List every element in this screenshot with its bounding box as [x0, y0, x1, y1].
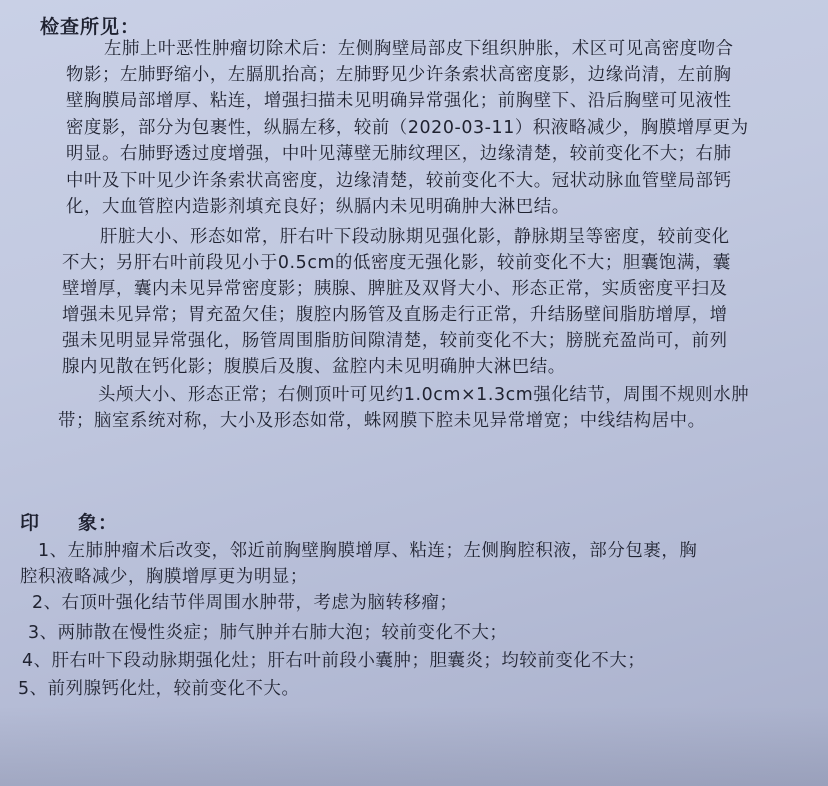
findings-heading: 检查所见：	[40, 16, 141, 38]
findings-line: 强未见明显异常强化，肠管周围脂肪间隙清楚，较前变化不大；膀胱充盈尚可，前列	[62, 331, 728, 351]
photo-shadow	[0, 706, 828, 786]
findings-line: 壁胸膜局部增厚、粘连，增强扫描未见明确异常强化；前胸壁下、沿后胸壁可见液性	[66, 91, 732, 111]
findings-line: 壁增厚，囊内未见异常密度影；胰腺、脾脏及双肾大小、形态正常，实质密度平扫及	[62, 279, 728, 299]
findings-line: 带；脑室系统对称，大小及形态如常，蛛网膜下腔未见异常增宽；中线结构居中。	[58, 411, 706, 431]
findings-line: 腺内见散在钙化影；腹膜后及腹、盆腔内未见明确肿大淋巴结。	[62, 357, 566, 377]
impression-heading-char1: 印	[20, 512, 41, 534]
findings-line: 增强未见异常；胃充盈欠佳；腹腔内肠管及直肠走行正常，升结肠壁间脂肪增厚，增	[62, 305, 728, 325]
findings-line: 头颅大小、形态正常；右侧顶叶可见约1.0cm×1.3cm强化结节，周围不规则水肿	[98, 385, 750, 405]
findings-line: 中叶及下叶见少许条索状高密度，边缘清楚，较前变化不大。冠状动脉血管壁局部钙	[66, 171, 732, 191]
impression-item: 腔积液略减少，胸膜增厚更为明显；	[20, 567, 308, 587]
findings-line: 化，大血管腔内造影剂填充良好；纵膈内未见明确肿大淋巴结。	[66, 197, 570, 217]
findings-line: 左肺上叶恶性肿瘤切除术后：左侧胸壁局部皮下组织肿胀，术区可见高密度吻合	[104, 39, 734, 59]
impression-item: 5、前列腺钙化灶，较前变化不大。	[18, 679, 300, 699]
findings-line: 不大；另肝右叶前段见小于0.5cm的低密度无强化影，较前变化不大；胆囊饱满，囊	[62, 253, 731, 273]
findings-line: 物影；左肺野缩小，左膈肌抬高；左肺野见少许条索状高密度影，边缘尚清，左前胸	[66, 65, 732, 85]
findings-line: 明显。右肺野透过度增强，中叶见薄壁无肺纹理区，边缘清楚，较前变化不大；右肺	[66, 144, 732, 164]
impression-item: 4、肝右叶下段动脉期强化灶；肝右叶前段小囊肿；胆囊炎；均较前变化不大；	[22, 651, 646, 671]
impression-item: 3、两肺散在慢性炎症；肺气肿并右肺大泡；较前变化不大；	[28, 623, 508, 643]
findings-line: 肝脏大小、形态如常，肝右叶下段动脉期见强化影，静脉期呈等密度，较前变化	[100, 227, 730, 247]
impression-item: 2、右顶叶强化结节伴周围水肿带，考虑为脑转移瘤；	[32, 593, 458, 613]
impression-item: 1、左肺肿瘤术后改变，邻近前胸壁胸膜增厚、粘连；左侧胸腔积液，部分包裹，胸	[38, 541, 698, 561]
impression-heading-char2: 象：	[78, 512, 119, 534]
findings-line: 密度影，部分为包裹性，纵膈左移，较前（2020-03-11）积液略减少，胸膜增厚更为	[66, 118, 749, 138]
